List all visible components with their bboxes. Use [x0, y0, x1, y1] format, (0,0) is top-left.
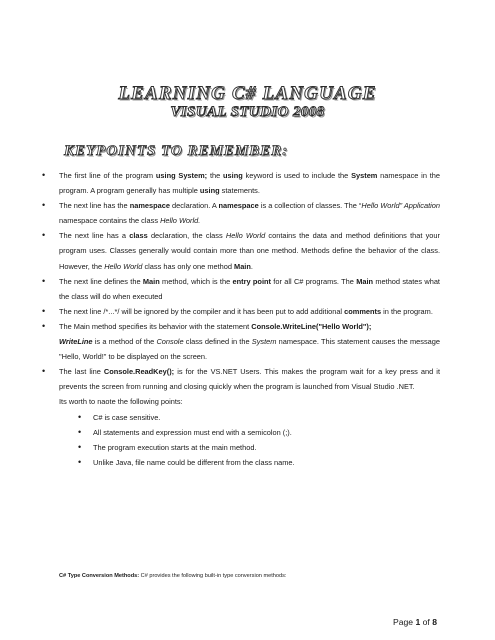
- list-item: [40, 198, 440, 228]
- list-item: [40, 168, 440, 198]
- italic-term: Hello World: [104, 261, 143, 271]
- keyword: Console.WriteLine("Hello World");: [251, 321, 372, 331]
- text: The next line has the: [59, 201, 130, 211]
- text: class defined in the: [183, 337, 252, 347]
- keyword: Main: [234, 261, 251, 271]
- keyword: class: [129, 231, 148, 241]
- text: declaration. A: [169, 201, 219, 211]
- text: is for the VS.NET Users. This makes the program wait for a key press and it prevents the screen from running and closing quickly when the program is launched from Visual Studio .NET.: [59, 367, 440, 392]
- document-subtitle: VISUAL STUDIO 2008: [170, 104, 325, 120]
- section-heading: KEYPOINTS TO REMEMBER:: [64, 143, 289, 159]
- italic-term: Console: [156, 337, 184, 347]
- keypoints-body: [40, 168, 440, 470]
- list-item: [40, 274, 440, 304]
- keyword: Console.ReadKey();: [103, 367, 175, 377]
- list-item: [40, 304, 440, 319]
- keyword: using System;: [155, 171, 208, 180]
- italic-term: WriteLine: [59, 337, 93, 347]
- text: contains the data and method definitions that your program uses. Classes generally would contain more than one method. Methods define the behavior of the class. However, the: [59, 231, 440, 271]
- text: declaration, the class: [147, 231, 226, 241]
- italic-term: System: [251, 337, 277, 347]
- sublist-item: • Unlike Java, file name could be different from the class name.: [76, 455, 440, 470]
- list-item: [40, 319, 440, 364]
- conversion-label: C# Type Conversion Methods:: [59, 573, 140, 579]
- list-item: [40, 228, 440, 273]
- page-of: of: [420, 617, 433, 627]
- conversion-text: C# provides the following built-in type conversion methods:: [139, 573, 287, 579]
- sublist-item: • The program execution starts at the main method.: [76, 440, 440, 455]
- keyword: namespace: [218, 201, 259, 211]
- keyword: entry point: [232, 276, 271, 286]
- keyword: using: [199, 186, 220, 196]
- text: .: [250, 261, 253, 271]
- text: namespace in the program. A program generally has multiple: [59, 171, 440, 196]
- page-number: [393, 617, 437, 627]
- list-item: [40, 364, 440, 470]
- text: the: [207, 171, 224, 180]
- text: The last line: [59, 367, 104, 377]
- text: statements.: [219, 186, 260, 196]
- points-sublist: [59, 410, 440, 470]
- keyword: Main: [356, 276, 374, 286]
- conversion-methods-line: [59, 573, 286, 579]
- text: is a collection of classes. The “: [258, 201, 362, 211]
- text: The Main method specifies its behavior with the statement: [59, 321, 252, 331]
- page-prefix: Page: [393, 617, 416, 627]
- keyword: comments: [344, 306, 382, 316]
- keyword: System: [351, 171, 378, 180]
- text: The next line /*...*/ will be ignored by the compiler and it has been put to add additional: [59, 306, 345, 316]
- keypoints-list: [40, 168, 440, 470]
- text: in the program.: [381, 306, 433, 316]
- text: namespace. This statement causes the message "Hello, World!" to be displayed on the screen.: [59, 337, 441, 362]
- sublist-item: • C# is case sensitive.: [76, 410, 440, 425]
- keyword: namespace: [129, 201, 170, 211]
- page-current: 1: [415, 617, 421, 627]
- text: for all C# programs. The: [270, 276, 357, 286]
- document-title: LEARNING C# LANGUAGE: [118, 83, 377, 104]
- italic-term: Hello World” Application: [361, 201, 440, 211]
- text: class has only one method: [142, 261, 235, 271]
- text: The next line defines the: [59, 276, 143, 286]
- text: namespace contains the class: [59, 216, 161, 226]
- page-total: 8: [432, 617, 437, 627]
- note-text: Its worth to naote the following points:: [59, 397, 183, 407]
- text: The next line has a: [59, 231, 130, 241]
- text: method states what the class will do when executed: [59, 276, 440, 301]
- sublist-item: • All statements and expression must end with a semicolon (;).: [76, 425, 440, 440]
- keyword: Main: [142, 276, 160, 286]
- italic-term: Hello World: [225, 231, 266, 241]
- text: method, which is the: [159, 276, 233, 286]
- italic-term: Hello World.: [160, 216, 201, 226]
- text: is a method of the: [92, 337, 157, 347]
- text: The first line of the program: [59, 171, 156, 180]
- keyword: using: [223, 171, 243, 180]
- text: keyword is used to include the: [242, 171, 352, 180]
